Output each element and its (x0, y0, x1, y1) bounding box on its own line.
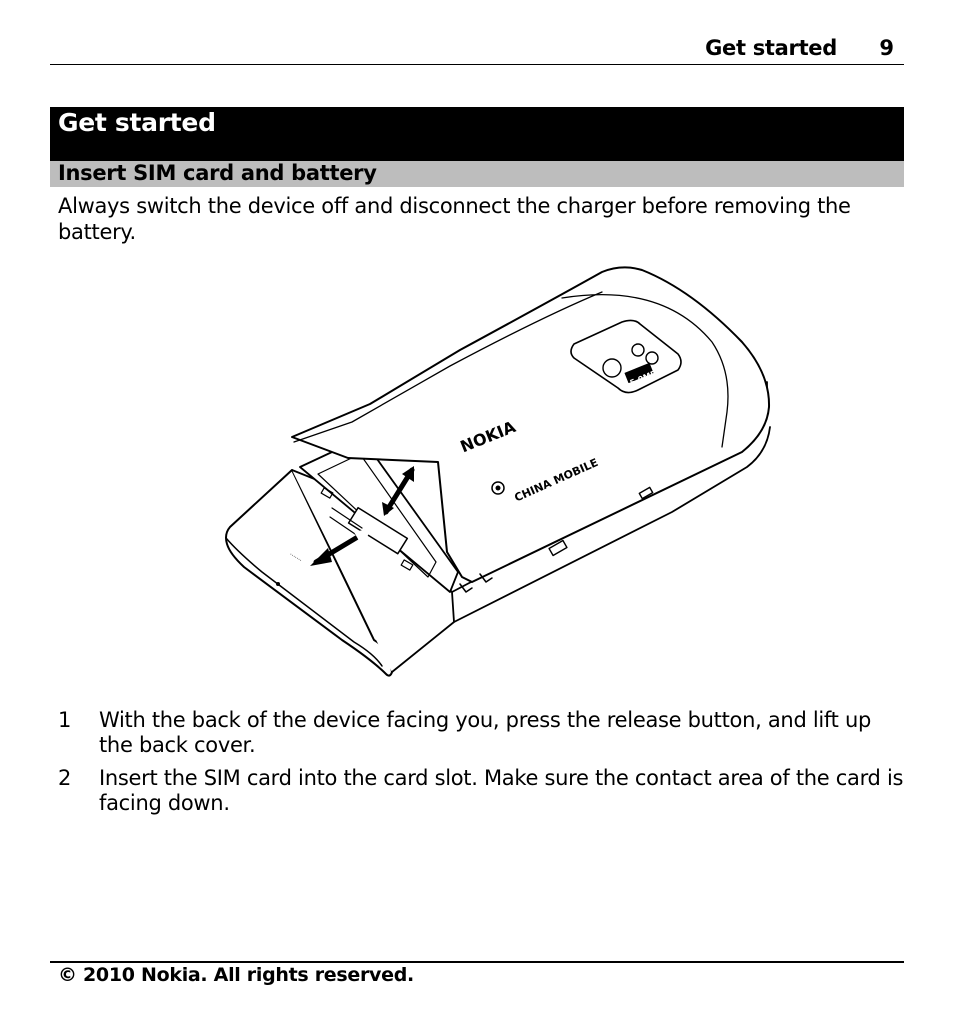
section-title: Insert SIM card and battery (58, 161, 377, 185)
phone-back-cover-illustration (222, 262, 776, 682)
step-number: 2 (58, 766, 72, 790)
footer-rule (50, 961, 904, 963)
double-arrow-icon (308, 462, 418, 572)
step-item (58, 766, 904, 816)
step-text: Insert the SIM card into the card slot. Make sure the contact area of the card is facing down. (99, 766, 904, 815)
nokia-logo: NOKIA (457, 417, 519, 457)
step-number: 1 (58, 708, 72, 732)
section-heading-bar (50, 161, 904, 187)
intro-paragraph: Always switch the device off and disconnect the charger before removing the battery. (58, 194, 851, 244)
svg-text:·······: ······· (287, 551, 304, 565)
steps-list (58, 708, 904, 824)
running-header-section: Get started (705, 36, 837, 60)
camera-label: 5.0MP (628, 368, 658, 388)
page-number: 9 (879, 36, 894, 60)
step-text: With the back of the device facing you, press the release button, and lift up the back cover. (99, 708, 871, 757)
carrier-logo: CHINA MOBILE (512, 455, 601, 505)
chapter-title: Get started (58, 108, 216, 137)
chapter-heading-bar (50, 107, 904, 161)
copyright-footer: © 2010 Nokia. All rights reserved. (58, 964, 414, 986)
step-item (58, 708, 904, 758)
running-header (50, 34, 904, 65)
